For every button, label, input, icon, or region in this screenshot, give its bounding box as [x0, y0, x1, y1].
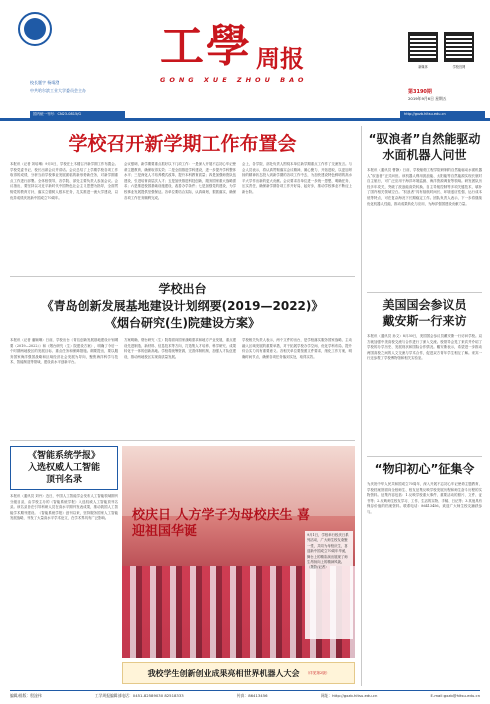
- third-headline-1: 《智能系统学报》: [27, 451, 100, 461]
- sidebar1-body: 本报讯（通讯员 曹静）日前，学校船舶工程学院研制的自然能驱动水面机器人“驭浪者”正式问世。该机器人利用波浪能、太阳能等自然能源实现长航时自主航行，可广泛应用于海洋环境监测、海洋资源调查等领域。研发团队历经多年攻关，突破了波浪能高效转换、自主导航控制等多项关键技术，填补了国内相关领域空白。“驭浪者”具有续航时间长、环境适应性强、运行成本低等特点，可在复杂海况下长期稳定工作。团队负责人表示，下一步将继续优化机器人性能，推动成果转化与应用，为海洋强国建设贡献力量。: [367, 168, 482, 206]
- header-rule: [0, 118, 490, 121]
- third-headline-2: 入选权威人工智能: [27, 463, 100, 473]
- issue-date: 2019年9月6日 星期五: [408, 96, 447, 101]
- photo-sky: [122, 446, 355, 516]
- footer-editor: 编辑/排版：殷淦伟: [10, 693, 42, 698]
- lead-headline: 学校召开新学期工作布置会: [68, 133, 297, 155]
- bottom-banner-title: 我校学生创新创业成果亮相世界机器人大会: [147, 668, 300, 678]
- divider: [367, 456, 482, 457]
- header-left: [10, 8, 160, 116]
- lead-body-col3: 会上，各学院、部处负责人围绕本单位新学期重点工作作了交流发言。与会人员表示，将认真贯彻落实会议精神，凝心聚力、开拓进取，以更加昂扬的精神状态投入到新学期的各项工作中去，为加快建设特色鲜明的高水平大学作出新的更大贡献。会议要求各单位进一步统一思想、明确任务、压实责任，确保新学期各项工作开好局、起好步，推动学校事业不断迈上新台阶。: [242, 162, 352, 194]
- sidebar1-headline-2: 水面机器人问世: [382, 148, 467, 162]
- second-body-col3: 学校相关负责人表示，两个文件的出台，是学校落实服务国家战略、主动融入区域发展的重要举措，对于拓展学校办学空间、优化学科布局、提升综合实力具有重要意义。各相关单位要按照文件要求，细化工作方案，明确时间节点，确保各项任务落到实处，取得实效。: [242, 338, 352, 359]
- footer-office: 工学周报编辑部电话：0451-82589030 82518333: [94, 693, 184, 698]
- second-body-col1: 本报讯（记者 潘婉琳）日前，学校出台《青岛创新发展基地建设计划纲要（2019—2022）》和《烟台研究（生）院建设方案》，明确了今后一个时期两地校区的发展目标、重点任务和保障措施。纲要提出，要以服务国家海洋强国战略和区域经济社会发展为导向，聚焦海洋科学与技术、智能制造等领域，建设高水平创新平台。: [10, 338, 118, 365]
- sidebar2-headline-2: 戴安斯一行来访: [382, 314, 467, 328]
- third-headline-3: 顶刊名录: [45, 475, 82, 485]
- sidebar2-body: 本报讯（通讯员 孙文）8月30日，美国国会参议员戴安斯一行访问学校。双方就加强中美高校交流与合作进行了深入交流。校领导会见了来宾并介绍了学校的办学历史、发展现状和国际合作情况。戴安斯表示，希望进一步推动两国高校之间的人文交流与学术合作，促进双方青年学生相互了解。来宾一行还参观了学校博物馆和相关实验室。: [367, 334, 482, 361]
- lead-body-col2: 会议强调，新学期要重点抓好以下几项工作：一是深入开展不忘初心牢记使命主题教育，确保取得实效；二是全面推进学科建设，进一步提升学科整体水平；三是深化人才培养模式改革，提升本科教育质量；四是加强师资队伍建设，引进培育高层次人才；五是加快推进科技创新，服务国家重大战略需求；六是推进校园基础设施建设，改善办学条件；七是加强党的建设，为学校事业发展提供坚强保证。各单位要结合实际，认真谋划，狠抓落实，确保各项工作任务顺利完成。: [124, 162, 236, 200]
- sidebar1-headline-1: “驭浪者”自然能驱动: [368, 132, 481, 146]
- qr-code-icon: [408, 32, 438, 62]
- footer-fax: 传真：86413456: [236, 693, 268, 698]
- info-bar: 国内统一刊号：CN23-0815/G: [30, 111, 125, 118]
- masthead-title: 工學: [160, 21, 252, 72]
- second-body-col2: 方案明确，烟台研究（生）院将面向国家战略需求和地方产业发展，重点建设先进制造、新材料、信息技术等方向，打造集人才培养、科学研究、成果转化于一体的创新高地。学校将统筹资源，完善体制机制，加强人才队伍建设，推动两地校区实现高质量发展。: [124, 338, 236, 359]
- third-headline-box: [10, 446, 118, 490]
- footer: [10, 690, 480, 700]
- second-kicker: 学校出台: [158, 282, 207, 296]
- bottom-banner-tag: （详见第2版）: [305, 670, 330, 675]
- qr-code-icon: [444, 32, 474, 62]
- divider: [367, 292, 482, 293]
- photo-banner-text: 校庆日 人方学子为母校庆生 喜迎祖国华诞: [132, 508, 311, 539]
- masthead-subtitle: 周报: [256, 45, 304, 73]
- second-headline-2: 《烟台研究(生)院建设方案》: [105, 316, 260, 330]
- issue-number: 第3190期: [408, 89, 432, 95]
- bottom-banner[interactable]: [122, 662, 355, 684]
- lead-body-col1: 本报讯（记者 刘培琳）9月5日，学校在土木楼召开新学期工作布置会。学校党委书记、校长出席会议并讲话。会议总结了上学期学校各项工作取得的成绩，分析当前学校事业发展面临的新形势新任务，对新学期重点工作进行部署。全体校领导，各学院、部处主要负责人参加会议。会议指出，要坚持以习近平新时代中国特色社会主义思想为指导，全面贯彻党的教育方针，落实立德树人根本任务，扎实推进一流大学建设，以优异成绩庆祝新中国成立70周年。: [10, 162, 118, 200]
- sponsor-line-2: 中共哈尔滨工业大学委员会主办: [30, 88, 86, 93]
- masthead-pinyin: GONG XUE ZHOU BAO: [160, 76, 308, 84]
- feature-photo: [122, 446, 355, 658]
- logo-emblem-icon: [24, 18, 46, 40]
- column-rule: [361, 126, 362, 686]
- sidebar3-body: 为庆祝中华人民共和国成立70周年，深入开展不忘初心牢记使命主题教育，学校档案馆面向全校师生、校友征集反映学校发展历程和师生奋斗历程的实物资料。征集内容包括：1.反映学校重大事件、重要活动的照片、文件、证书等；2.反映师生校友学习、工作、生活的实物、手稿、日记等；3.其他具有保存价值的档案资料。联系电话：86413456。欢迎广大师生校友踊跃参与。: [367, 482, 482, 514]
- footer-email[interactable]: E-mail:gxzb@hitsu.edu.cn: [430, 693, 480, 698]
- qr-label: 学校官网: [452, 65, 466, 69]
- third-body: 本报讯（通讯员 刘丹）近日，中国人工智能学会发布人工智能领域期刊分级目录，由学校主办的《智能系统学报》入选权威人工智能顶刊名录。该名录旨在引导科研人员在高水平期刊发表成果，推动我国人工智能学术期刊建设。《智能系统学报》创刊以来，坚持服务国家人工智能发展战略，刊发了大量高水平学术论文，在学术界具有广泛影响。: [10, 494, 118, 521]
- sponsor-line-1: 校长题字 杨靖澄: [30, 80, 60, 85]
- footer-web[interactable]: 网址：http://gxzb.hitsu.edu.cn: [320, 693, 378, 698]
- masthead: [160, 10, 330, 84]
- second-headline-1: 《青岛创新发展基地建设计划纲要(2019—2022)》: [41, 299, 324, 313]
- sidebar2-headline-1: 美国国会参议员: [382, 298, 467, 312]
- sidebar3-headline: “物印初心”征集令: [374, 462, 475, 476]
- photo-caption: 9月1日，学校举行校庆日系列活动，广大师生校友欢聚一堂，共同为母校庆生，喜迎新中国成立70周年华诞，舞台上的精彩演出展现了师生昂扬向上的精神风貌。（摄影/记者）: [305, 531, 353, 639]
- website-link[interactable]: http://gxzb.hitsu.edu.cn: [400, 111, 485, 118]
- school-logo: [18, 12, 52, 46]
- qr-label: 新媒体: [418, 65, 428, 69]
- divider: [10, 276, 355, 277]
- divider: [10, 440, 355, 441]
